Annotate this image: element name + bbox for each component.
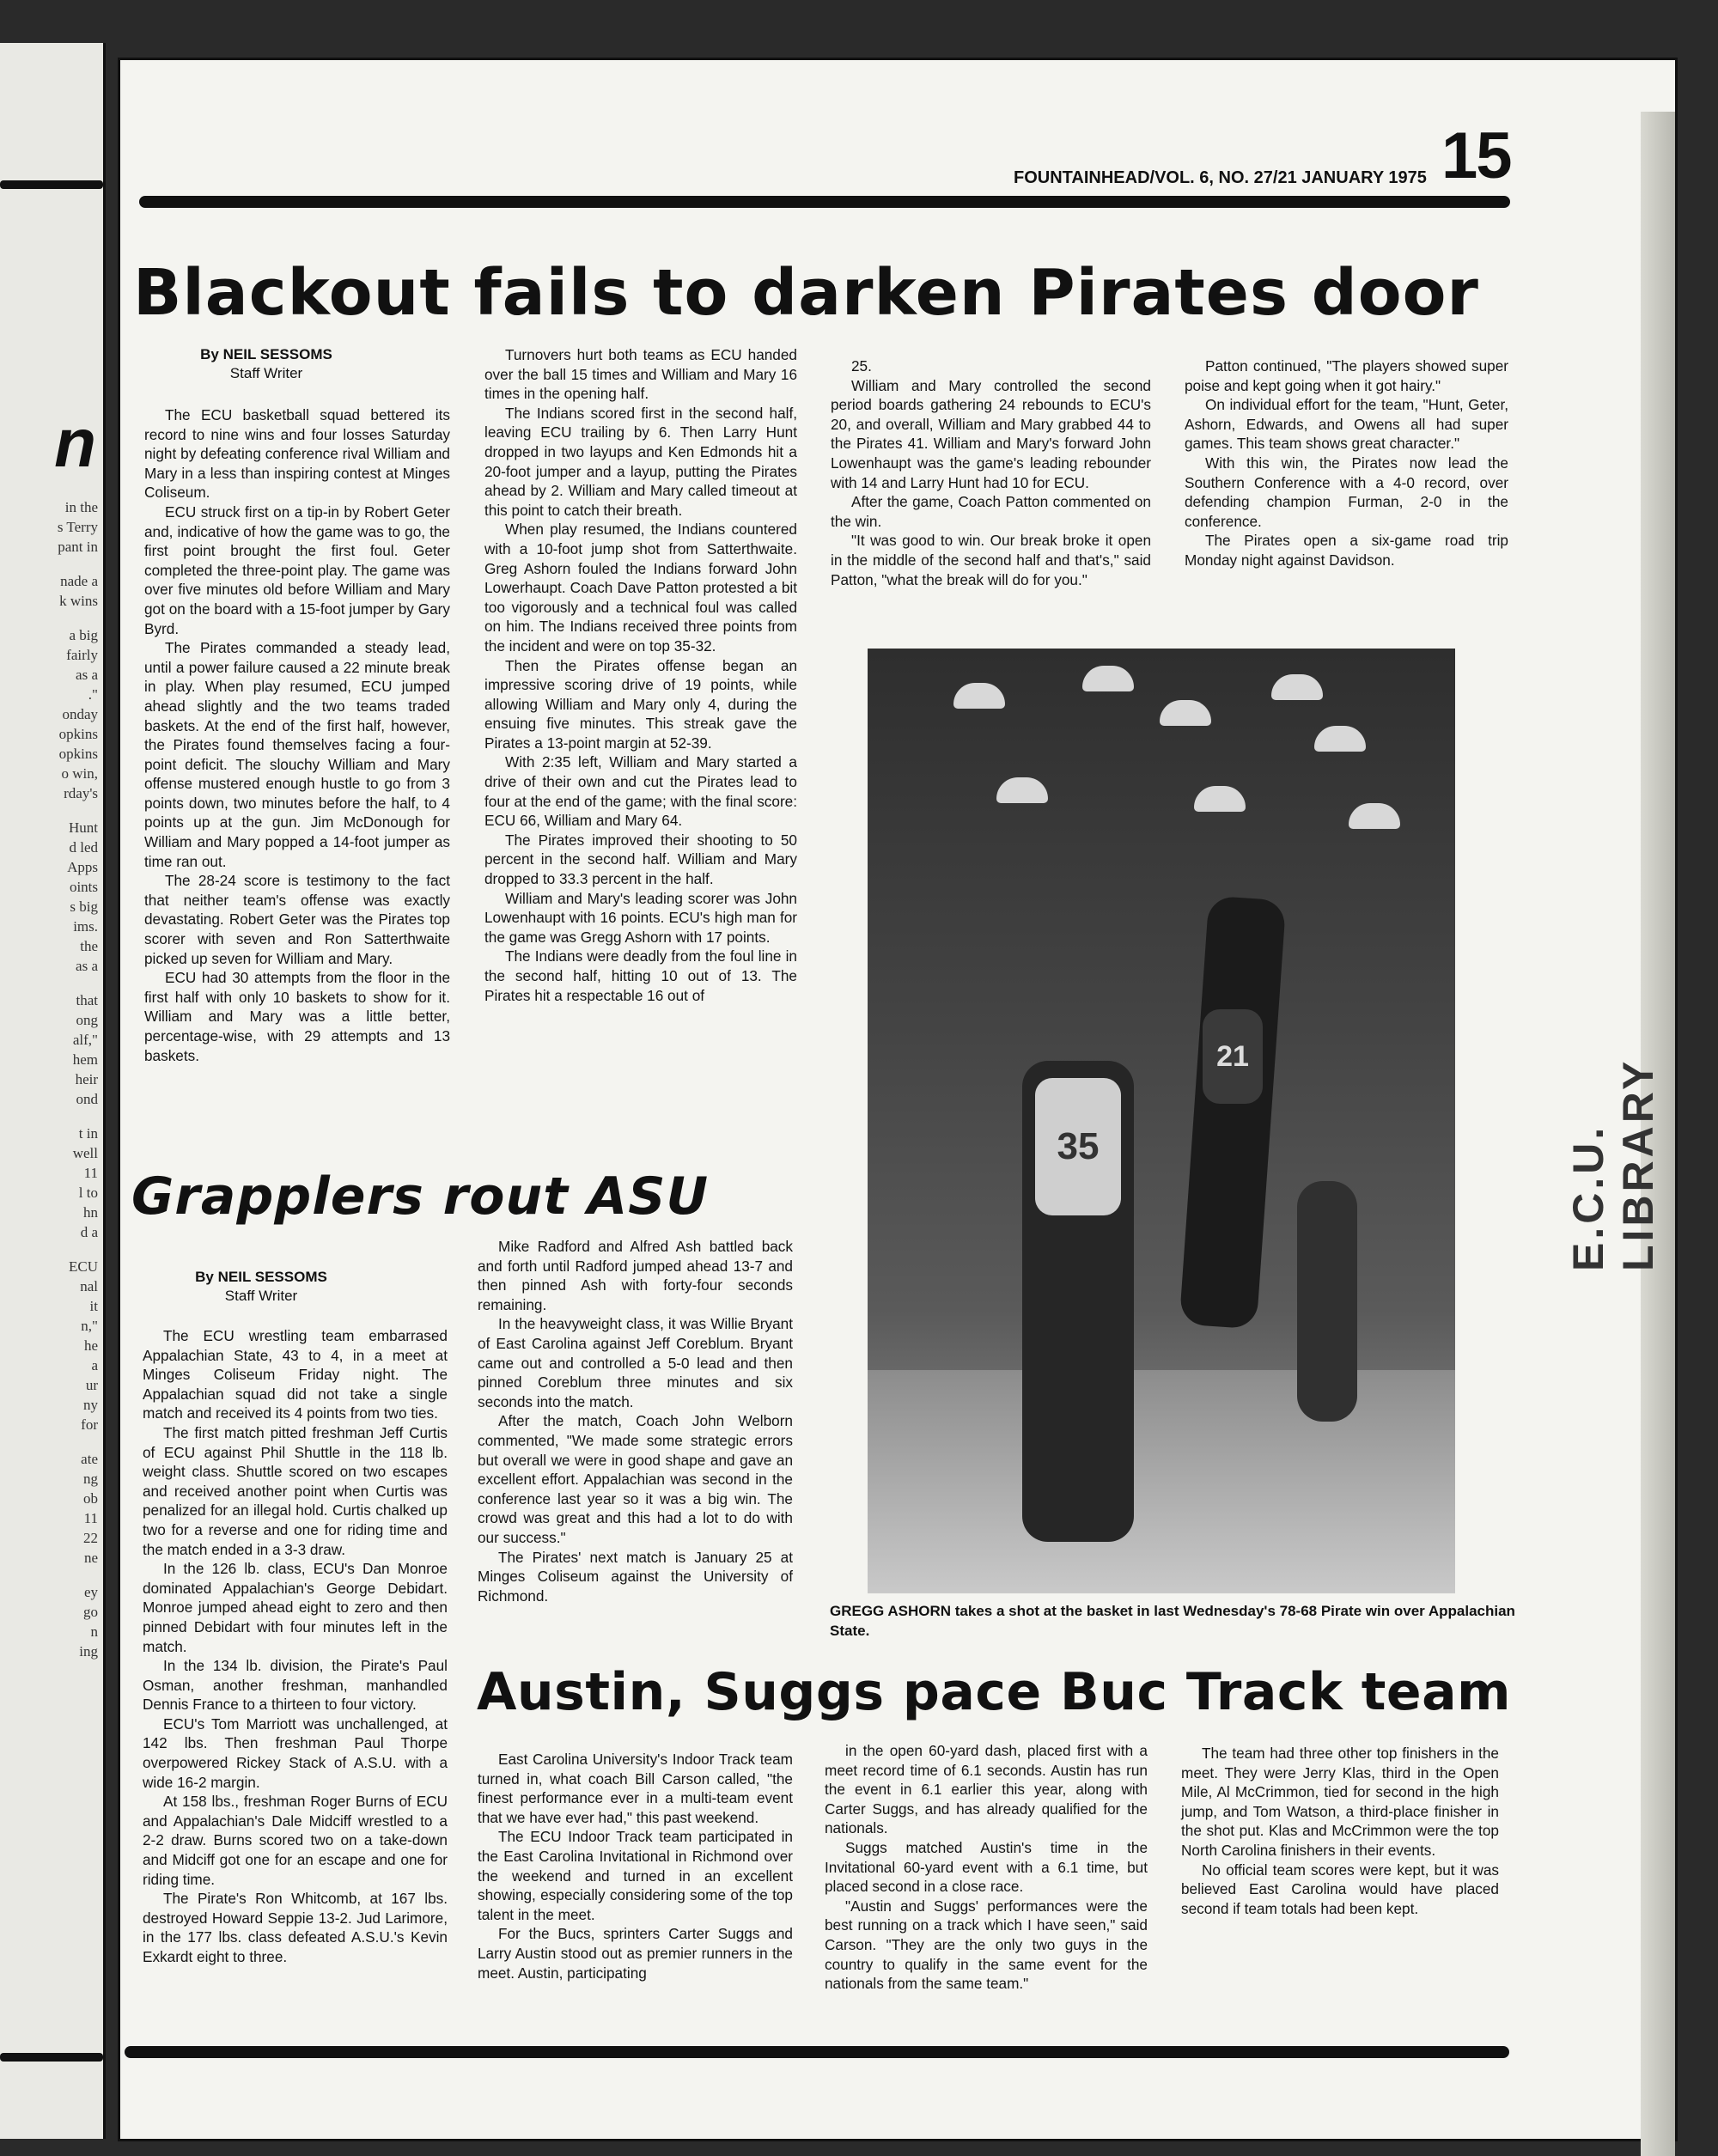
page-number: 15 [1441,119,1511,192]
paragraph: After the game, Coach Patton commented on the win. [831,493,1151,530]
paragraph: Turnovers hurt both teams as ECU handed over the ball 15 times and William and Mary 16 times in the opening half. [484,346,797,403]
left-page-line: s Terry [57,519,98,535]
left-page-line: 11 [83,1510,98,1526]
ceiling-lamp [1314,726,1366,752]
paragraph: Then the Pirates offense began an impressive scoring drive of 19 points, while allowing William and Mary only 4, during the ensuing five minutes. This streak gave the Pirates a 13-point margin at 52-39. [484,656,797,752]
left-page-line: ECU [69,1258,98,1275]
top-rule [139,196,1510,208]
left-page-line: pant in [58,539,98,555]
paragraph: "Austin and Suggs' performances were the best running on a track which I have seen," said Carson. "They are the only two guys in the country to qualify in the same event for the nationals from the same team." [825,1897,1148,1993]
paragraph: In the heavyweight class, it was Willie Bryant of East Carolina against Jeff Coreblum. Bryant came out and controlled a 5-0 lead and then pinned Coreblum three minutes and six seconds into the match. [478,1315,793,1410]
left-page-line: in the [64,499,98,515]
left-page-line: k wins [59,593,98,609]
bottom-rule [125,2046,1509,2058]
article2-column-1 [143,1326,448,1967]
left-page-line: ." [88,686,98,703]
shooting-player [1179,895,1287,1329]
paragraph: in the open 60-yard dash, placed first with a meet record time of 6.1 seconds. Austin has run the event in 6.1 earlier this year, along with Carter Suggs, and has already qualified for the nationals. [825,1742,1148,1837]
left-page-line: ims. [73,918,98,935]
left-page-line: o win, [61,765,98,782]
basketball-photo [868,649,1455,1593]
headline-blackout: Blackout fails to darken Pirates door [133,256,1479,330]
left-page-line: ng [83,1471,98,1487]
ceiling-lamp [1194,786,1246,812]
left-page-line: d led [69,839,98,856]
paragraph: Suggs matched Austin's time in the Invitational 60-yard event with a 6.1 time, but placed second in a close race. [825,1838,1148,1896]
paragraph: The 28-24 score is testimony to the fact that neither team's offense was exactly devastating. Robert Geter was the Pirates top scorer with seven and Ron Satterthwaite picked up seven for William and Mary. [144,872,450,967]
left-page-line: onday [62,706,98,722]
left-page-line: alf," [72,1032,98,1048]
byline-name: By NEIL SESSOMS [200,346,332,362]
paragraph: After the match, Coach John Welborn commented, "We made some strategic errors but overall we were in good shape and gave an excellent effort. Appalachian was second in the conference last year so it was a big win. The crowd was great and this had a lot to do with our success." [478,1412,793,1546]
article1-column-2 [484,345,797,1005]
paragraph: The ECU wrestling team embarrased Appalachian State, 43 to 4, in a meet at Minges Coliseum Friday night. The Appalachian squad did not take a single match and received its 4 points from two ties. [143,1327,448,1422]
paragraph: William and Mary's leading scorer was John Lowenhaupt with 16 points. ECU's high man for the game was Gregg Ashorn with 17 points. [484,889,797,946]
photo-caption: GREGG ASHORN takes a shot at the basket in last Wednesday's 78-68 Pirate win over Appalachian State. [830,1603,1515,1639]
left-page-fragment [0,43,106,2139]
paragraph: The ECU Indoor Track team participated in the East Carolina Invitational in Richmond over the weekend and turned in an excellent showing, especially considering some of the top talent in the meet. [478,1828,793,1923]
left-page-line: ate [81,1451,98,1467]
paragraph: The ECU basketball squad bettered its record to nine wins and four losses Saturday night by defeating conference rival William and Mary in a less than inspiring contest at Minges Coliseum. [144,406,450,502]
article3-column-2 [825,1741,1148,1994]
left-page-line: ong [76,1012,98,1028]
byline-title: Staff Writer [229,365,303,381]
left-page-line: d a [80,1224,98,1240]
left-page-line: hem [72,1051,98,1068]
jersey-number-back: 35 [1035,1078,1121,1215]
ceiling-lamp [1160,700,1211,726]
paragraph: When play resumed, the Indians countered with a 10-foot jump shot from Satterthwaite. Greg Ashorn fouled the Indians forward John Lowerhaupt. Coach Dave Patton protested a bit too vigorously and a technical foul was called on him. The Indians received three points from the incident and were on top 35-32. [484,521,797,655]
article3-column-3 [1181,1744,1499,1918]
byline-article2 [132,1268,390,1306]
left-page-line: ond [76,1091,98,1107]
paragraph: The Pirates open a six-game road trip Monday night against Davidson. [1185,532,1508,569]
ceiling-lamp [1082,666,1134,691]
byline-title: Staff Writer [224,1288,298,1304]
jersey-number-front: 21 [1203,1009,1263,1104]
left-page-line: heir [75,1071,98,1087]
left-page-line: 22 [83,1530,98,1546]
left-page-bottom-rule [0,2053,103,2062]
paragraph: On individual effort for the team, "Hunt, Geter, Ashorn, Edwards, and Owens all had super games. This team shows great character." [1185,396,1508,453]
article1-column-3 [831,356,1151,589]
paragraph: ECU struck first on a tip-in by Robert Geter and, indicative of how the game was to go, the first point brought the first foul. Geter completed the three-point play. The game was over five minutes old before William and Mary got on the board with a 15-foot jumper by Gary Byrd. [144,502,450,637]
left-page-line: opkins [58,746,98,762]
paragraph: William and Mary controlled the second period boards gathering 24 rebounds to ECU's 20, and overall, William and Mary grabbed 44 to the Pirates 41. William and Mary's forward John Lowenhaupt was the game's leading rebounder with 14 and Larry Hunt had 10 for ECU. [831,376,1151,491]
left-page-line: Hunt [69,819,98,836]
left-page-line: oints [69,879,98,895]
left-page-line: opkins [58,726,98,742]
ceiling-lamp [953,683,1005,709]
paragraph: Patton continued, "The players showed super poise and kept going when it got hairy." [1185,357,1508,394]
referee [1297,1181,1357,1422]
left-page-line: for [81,1416,98,1433]
left-page-line: rday's [64,785,98,801]
left-page-line: as a [76,958,98,974]
left-page-line: ob [83,1490,98,1507]
masthead: FOUNTAINHEAD/VOL. 6, NO. 27/21 JANUARY 1975 [1014,168,1427,187]
left-page-line: ne [83,1550,98,1566]
paragraph: The team had three other top finishers in the meet. They were Jerry Klas, third in the Open Mile, Al McCrimmon, tied for second in the high jump, and Tom Watson, a third-place finisher in the shot put. Klas and McCrimmon were the top North Carolina finishers in their events. [1181,1745,1499,1859]
paragraph: The Pirates commanded a steady lead, until a power failure caused a 22 minute break in play. When play resumed, ECU jumped ahead slightly and the two teams traded baskets. At the end of the first half, however, the Pirates found themselves facing a four-point deficit. The slouchy William and Mary offense mustered enough hustle to go from 3 points down, two minutes before the half, to 4 points up at the gun. Jim McDonough for William and Mary popped a 14-foot jumper as time ran out. [144,639,450,870]
left-page-line: a big [69,627,98,643]
left-page-line: a [91,1357,98,1373]
paragraph: With 2:35 left, William and Mary started a drive of their own and cut the Pirates lead to four at the end of the game; with the final score: ECU 66, William and Mary 64. [484,753,797,830]
ceiling-lamp [1349,803,1400,829]
ceiling-lamp [996,777,1048,803]
left-page-line: ur [85,1377,98,1393]
left-page-line: Apps [67,859,98,875]
left-page-line: nal [80,1278,98,1294]
left-page-line: he [83,1337,98,1354]
paragraph: With this win, the Pirates now lead the Southern Conference with a 4-0 record, over defending champion Furman, 2-0 in the conference. [1185,454,1508,530]
byline-name: By NEIL SESSOMS [195,1269,327,1285]
paragraph: "It was good to win. Our break broke it open in the middle of the second half and that's," said Patton, "what the break will do for you." [831,532,1151,588]
paragraph: At 158 lbs., freshman Roger Burns of ECU and Appalachian's Dale Midciff wrestled to a 2-2 draw. Burns scored two on a take-down and Midciff got one for an escape and one for riding time. [143,1793,448,1888]
left-page-line: that [76,992,98,1008]
paragraph: Mike Radford and Alfred Ash battled back and forth until Radford jumped ahead 13-7 and then pinned Ash with forty-four seconds remaining. [478,1238,793,1313]
left-page-line: hn [83,1204,98,1221]
left-page-line: nade a [60,573,98,589]
left-page-headline-fragment: n [54,405,96,481]
paragraph: The first match pitted freshman Jeff Curtis of ECU against Phil Shuttle in the 118 lb. weight class. Shuttle scored on two escapes and received another point when Curtis was penalized for an illegal hold. Curtis chalked up two for a reverse and one for riding time and the match ended in a 3-3 draw. [143,1423,448,1558]
left-page-line: ing [79,1643,98,1660]
paragraph: East Carolina University's Indoor Track team turned in, what coach Bill Carson called, "the finest performance ever in a multi-team event that we have ever had," this past weekend. [478,1751,793,1826]
paragraph: The Pirates' next match is January 25 at Minges Coliseum against the University of Richmond. [478,1548,793,1605]
left-page-line: the [80,938,98,954]
paragraph: No official team scores were kept, but it was believed East Carolina would have placed second if team totals had been kept. [1181,1861,1499,1917]
paragraph: The Pirates improved their shooting to 50 percent in the second half. William and Mary dropped to 33.3 percent in the half. [484,831,797,888]
article1-column-4 [1185,356,1508,570]
paragraph: ECU had 30 attempts from the floor in the first half with only 10 baskets to show for it. William and Mary was a little better, percentage-wise, with 29 attempts and 13 baskets. [144,969,450,1064]
left-page-line: ey [83,1584,98,1600]
article1-column-1 [144,405,450,1065]
article2-column-2 [478,1237,793,1605]
paragraph: ECU's Tom Marriott was unchallenged, at 142 lbs. Then freshman Paul Thorpe overpowered Rickey Stack of A.S.U. with a wide 16-2 margin. [143,1714,448,1791]
paragraph: The Indians were deadly from the foul line in the second half, hitting 10 out of 13. The Pirates hit a respectable 16 out of [484,947,797,1004]
byline-article1 [137,345,395,383]
left-page-line: n," [81,1318,98,1334]
left-page-line: ny [83,1397,98,1413]
paragraph: 25. [851,357,872,375]
paragraph: For the Bucs, sprinters Carter Suggs and Larry Austin stood out as premier runners in the meet. Austin, participating [478,1925,793,1982]
left-page-line: well [72,1145,98,1161]
article3-column-1 [478,1750,793,1982]
left-page-line: t in [78,1125,98,1142]
left-page-rule [0,180,103,189]
left-page-line: as a [76,667,98,683]
left-page-line: l to [78,1185,98,1201]
paragraph: The Indians scored first in the second half, leaving ECU trailing by 6. Then Larry Hunt dropped in two layups and Ken Edmonds hit a 20-foot jumper and a layup, putting the Pirates ahead by 2. William and Mary called timeout at this point to catch their breath. [484,404,797,519]
headline-track: Austin, Suggs pace Buc Track team [477,1662,1512,1722]
paragraph: In the 126 lb. class, ECU's Dan Monroe dominated Appalachian's George Debidart. Monroe jumped ahead eight to zero and then pinned Debidart with four minutes left in the match. [143,1560,448,1655]
paragraph: The Pirate's Ron Whitcomb, at 167 lbs. destroyed Howard Seppie 13-2. Jud Larimore, in the 177 lbs. class defeated A.S.U.'s Kevin Exkardt eight to three. [143,1890,448,1965]
left-page-line: fairly [66,647,98,663]
headline-grapplers: Grapplers rout ASU [131,1166,710,1227]
library-stamp: E.C.U. LIBRARY [1564,1057,1662,1271]
left-page-line: 11 [83,1165,98,1181]
left-page-line: it [89,1298,98,1314]
court-floor [868,1370,1455,1593]
left-page-line: n [90,1623,98,1640]
paragraph: In the 134 lb. division, the Pirate's Paul Osman, another freshman, manhandled Dennis France to a thirteen to four victory. [143,1657,448,1714]
ceiling-lamp [1271,674,1323,700]
left-page-line: s big [70,898,98,915]
left-page-line: go [83,1604,98,1620]
